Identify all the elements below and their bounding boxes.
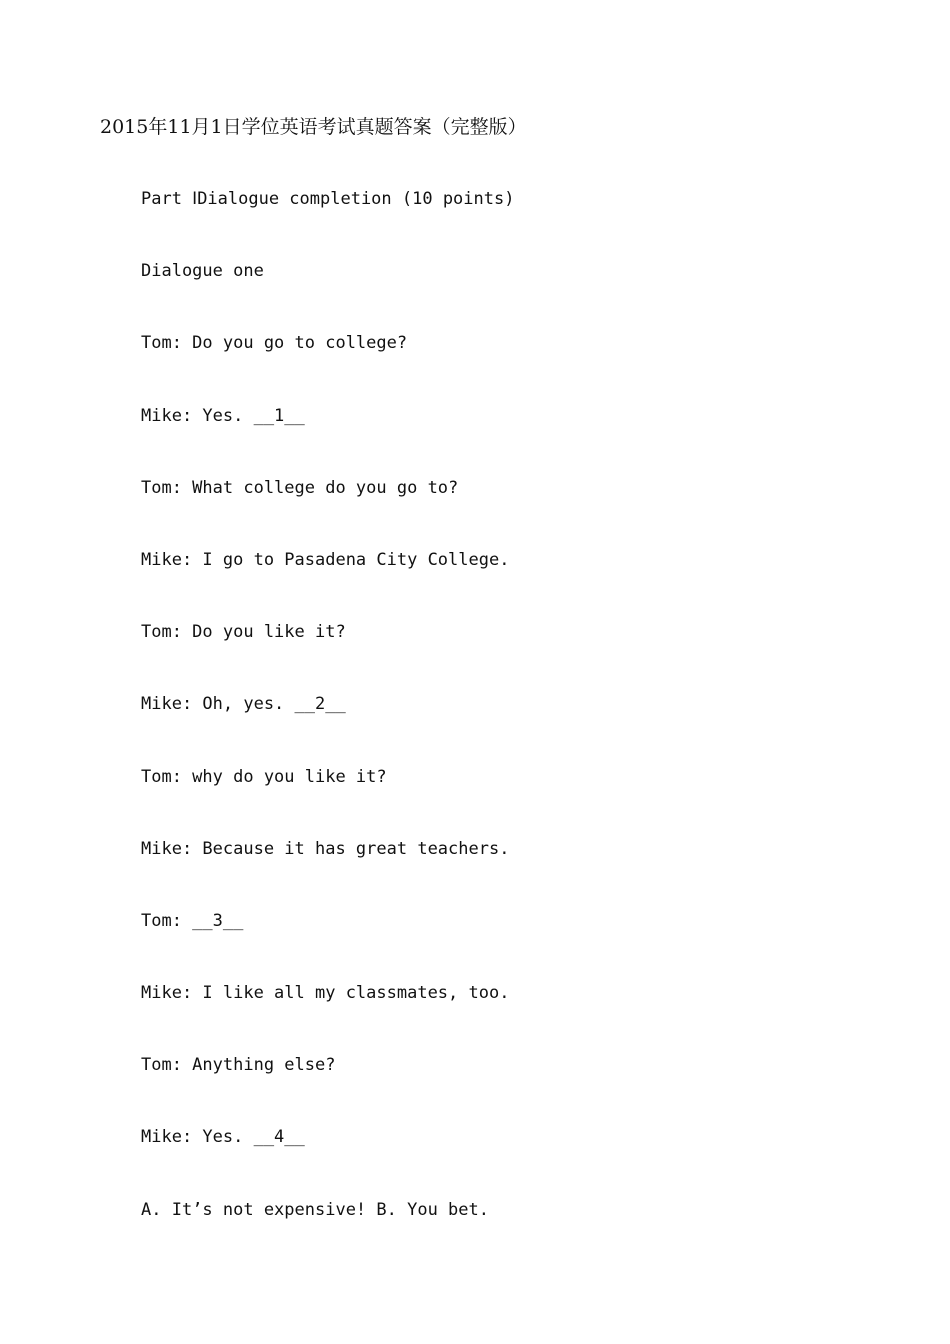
dialogue-line: Mike: Yes. __4__ [141, 1127, 305, 1148]
dialogue-line: Tom: Do you go to college? [141, 333, 408, 354]
dialogue-line: Mike: Oh, yes. __2__ [141, 694, 346, 715]
dialogue-line: Tom: What college do you go to? [141, 477, 459, 498]
answer-options: A. It’s not expensive! B. You bet. [141, 1199, 489, 1220]
dialogue-line: Mike: Yes. __1__ [141, 405, 305, 426]
dialogue-line: Tom: Anything else? [141, 1055, 336, 1076]
dialogue-line: Tom: Do you like it? [141, 622, 346, 643]
dialogue-line: Tom: why do you like it? [141, 766, 387, 787]
dialogue-line: Tom: __3__ [141, 910, 244, 931]
dialogue-text [141, 185, 514, 1268]
dialogue-line: Mike: Because it has great teachers. [141, 838, 510, 859]
dialogue-heading: Dialogue one [141, 261, 264, 282]
dialogue-line: Mike: I like all my classmates, too. [141, 983, 510, 1004]
dialogue-line: Mike: I go to Pasadena City College. [141, 549, 510, 570]
section-heading: Part ⅠDialogue completion (10 points) [141, 189, 515, 209]
document-title: 2015年11月1日学位英语考试真题答案（完整版） [100, 116, 527, 138]
